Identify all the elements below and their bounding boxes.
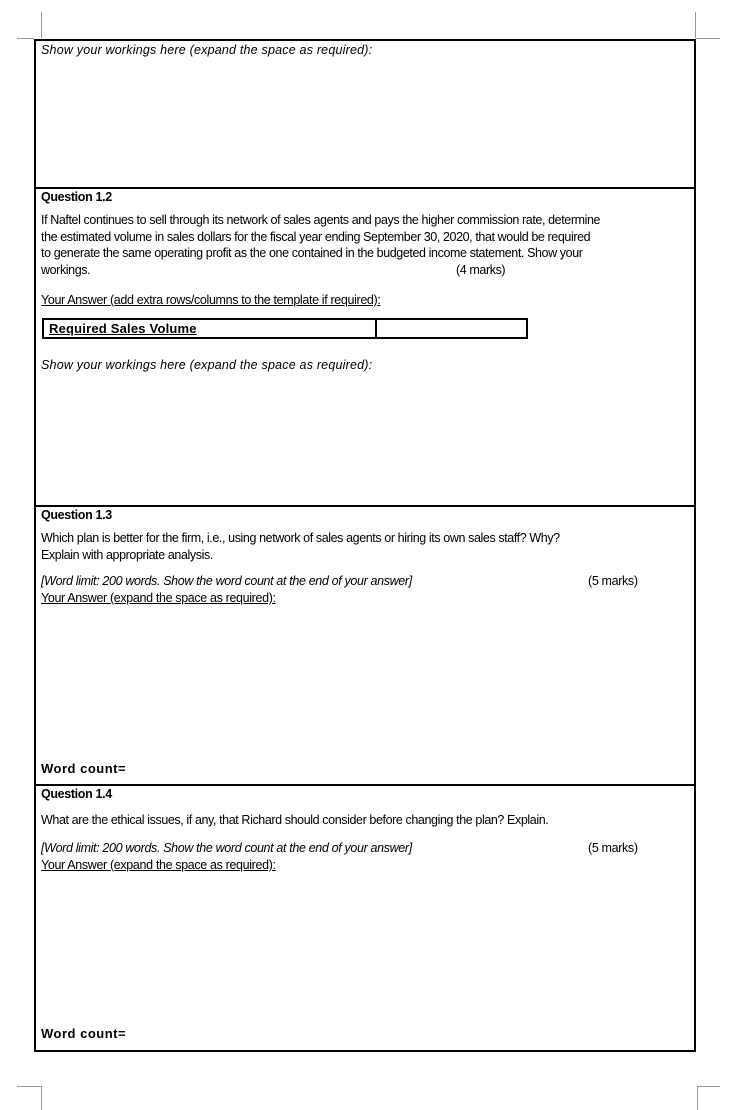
marks: (5 marks): [588, 841, 638, 855]
question-body: [41, 812, 671, 829]
workings-label: Show your workings here (expand the space as required):: [41, 43, 373, 57]
required-sales-volume-input[interactable]: [377, 320, 526, 337]
marks: (4 marks): [456, 262, 506, 277]
crop-mark: [697, 1086, 720, 1087]
answer-table: [42, 318, 528, 339]
crop-mark: [17, 1086, 41, 1087]
crop-mark: [41, 1086, 42, 1110]
question-1-4-section: [36, 784, 694, 1050]
question-body: [41, 530, 671, 563]
crop-mark: [695, 12, 696, 38]
question-line: What are the ethical issues, if any, that Richard should consider before changing the plan? Explain.: [41, 813, 549, 827]
question-body: [41, 212, 671, 278]
answer-form: [34, 39, 696, 1052]
question-1-3-section: [36, 505, 694, 784]
question-line: If Naftel continues to sell through its network of sales agents and pays the higher commission rate, determine: [41, 213, 601, 227]
crop-mark: [17, 38, 34, 39]
crop-mark: [41, 12, 42, 38]
word-count-label[interactable]: Word count=: [41, 1026, 127, 1041]
word-count-label[interactable]: Word count=: [41, 761, 127, 776]
question-line: Which plan is better for the firm, i.e., using network of sales agents or hiring its own sales staff? Why?: [41, 531, 560, 545]
required-sales-volume-label: Required Sales Volume: [44, 320, 377, 337]
question-line: workings.: [41, 262, 91, 277]
question-line: Explain with appropriate analysis.: [41, 547, 213, 562]
question-title: Question 1.2: [41, 190, 112, 204]
marks: (5 marks): [588, 574, 638, 588]
answer-label: Your Answer (expand the space as required):: [41, 858, 276, 872]
word-limit: [Word limit: 200 words. Show the word count at the end of your answer]: [41, 574, 412, 588]
question-title: Question 1.4: [41, 787, 112, 801]
answer-label: Your Answer (add extra rows/columns to the template if required):: [41, 293, 381, 307]
crop-mark: [697, 1086, 698, 1110]
crop-mark: [696, 38, 720, 39]
question-line: the estimated volume in sales dollars for the fiscal year ending September 30, 2020, that would be required: [41, 229, 591, 244]
answer-label: Your Answer (expand the space as required):: [41, 591, 276, 605]
word-limit: [Word limit: 200 words. Show the word count at the end of your answer]: [41, 841, 412, 855]
workings-label: Show your workings here (expand the space as required):: [41, 358, 373, 372]
question-title: Question 1.3: [41, 508, 112, 522]
question-1-2-section: [36, 187, 694, 505]
question-line: to generate the same operating profit as the one contained in the budgeted income statement. Show your: [41, 246, 583, 260]
